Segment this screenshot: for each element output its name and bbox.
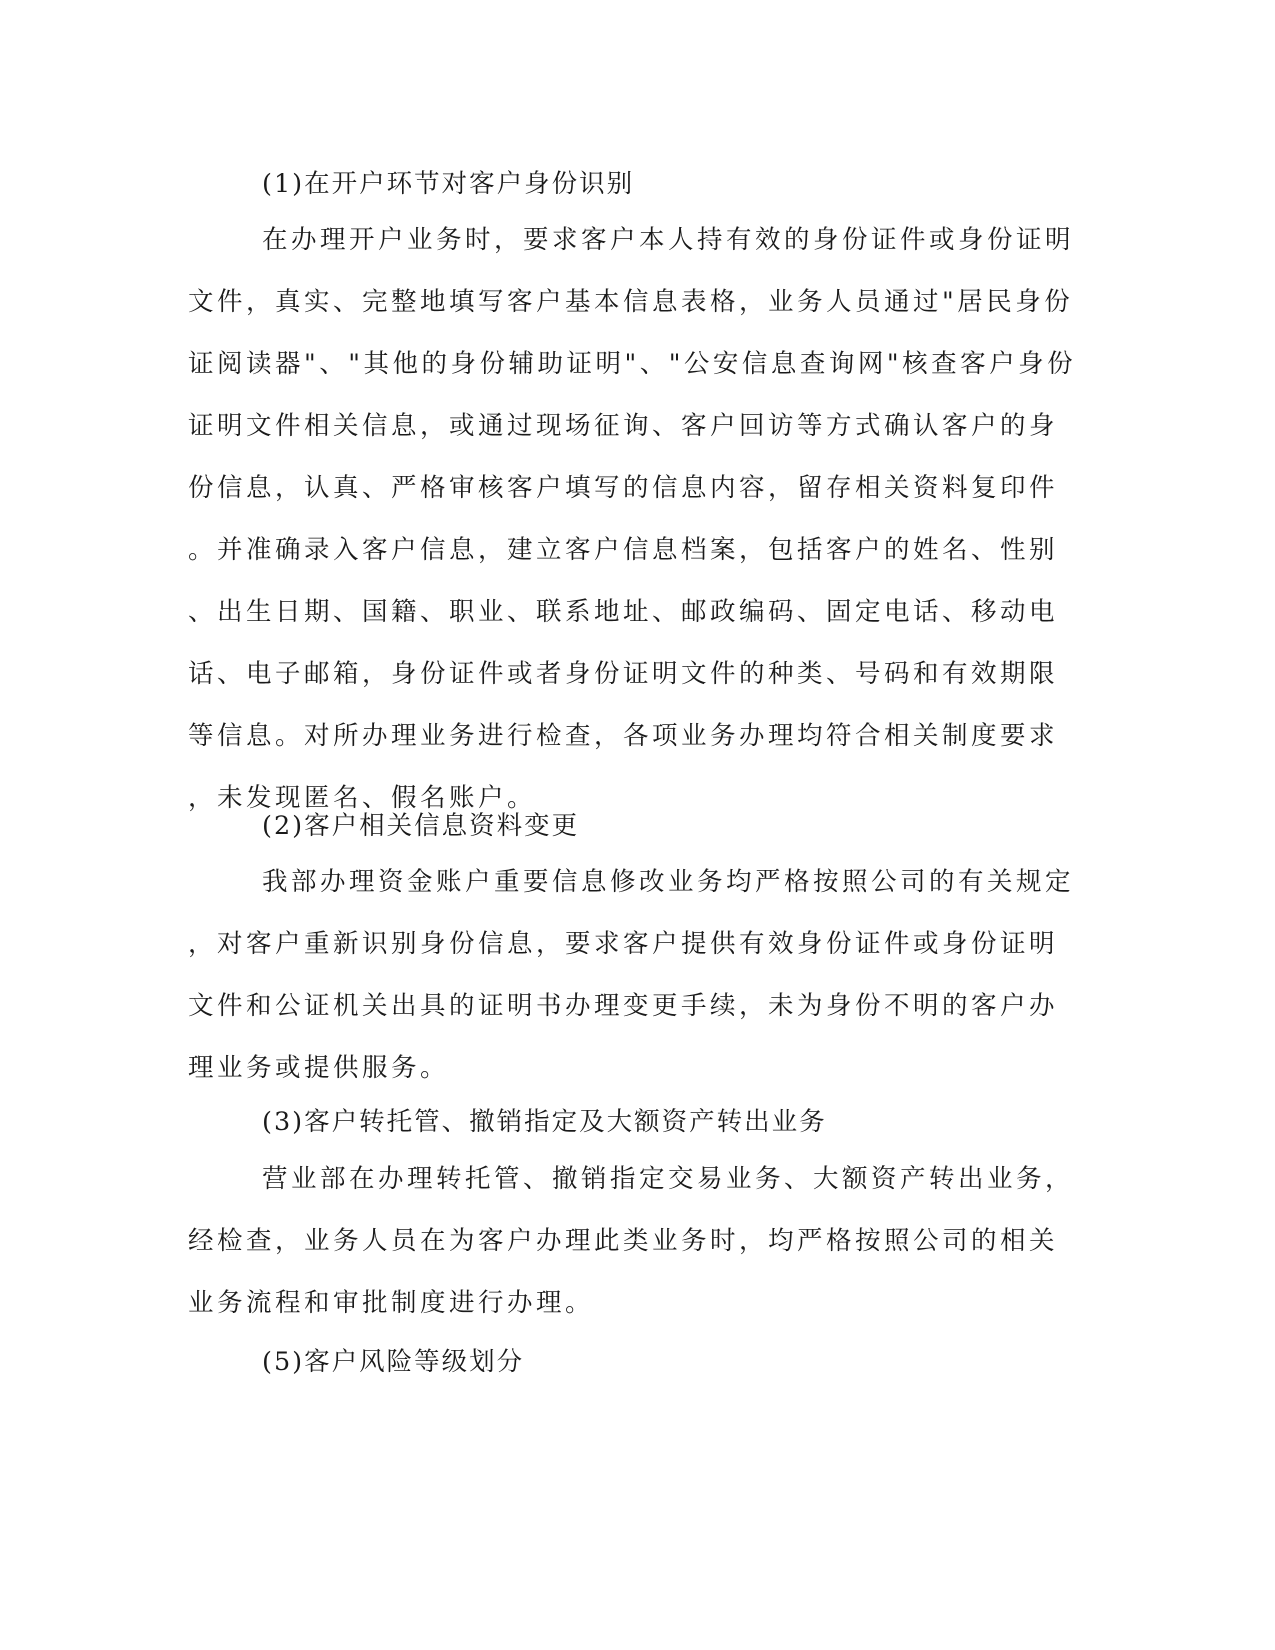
section-paragraph-3	[188, 1148, 1075, 1334]
paragraph-line: 在办理开户业务时，要求客户本人持有效的身份证件或身份证明	[262, 225, 1075, 255]
paragraph-line: 文件，真实、完整地填写客户基本信息表格，业务人员通过"居民身份	[188, 287, 1074, 317]
paragraph-line: 证阅读器"、"其他的身份辅助证明"、"公安信息查询网"核查客户身份	[188, 349, 1077, 379]
section-paragraph-1	[188, 209, 1077, 829]
section-heading-3: (3)客户转托管、撤销指定及大额资产转出业务	[262, 1107, 827, 1137]
paragraph-line: 文件和公证机关出具的证明书办理变更手续，未为身份不明的客户办	[188, 991, 1059, 1021]
paragraph-line: 业务流程和审批制度进行办理。	[188, 1288, 595, 1318]
paragraph-line: 。并准确录入客户信息，建立客户信息档案，包括客户的姓名、性别	[188, 535, 1059, 565]
paragraph-line: 营业部在办理转托管、撤销指定交易业务、大额资产转出业务，	[262, 1164, 1075, 1194]
paragraph-line: ，未发现匿名、假名账户。	[188, 783, 537, 813]
paragraph-line: 经检查，业务人员在为客户办理此类业务时，均严格按照公司的相关	[188, 1226, 1059, 1256]
paragraph-line: 我部办理资金账户重要信息修改业务均严格按照公司的有关规定	[262, 867, 1075, 897]
paragraph-line: 证明文件相关信息，或通过现场征询、客户回访等方式确认客户的身	[188, 411, 1059, 441]
paragraph-line: 、出生日期、国籍、职业、联系地址、邮政编码、固定电话、移动电	[188, 597, 1059, 627]
section-heading-1: (1)在开户环节对客户身份识别	[262, 169, 635, 199]
section-paragraph-2	[188, 851, 1075, 1099]
paragraph-line: ，对客户重新识别身份信息，要求客户提供有效身份证件或身份证明	[188, 929, 1059, 959]
paragraph-line: 等信息。对所办理业务进行检查，各项业务办理均符合相关制度要求	[188, 721, 1059, 751]
paragraph-line: 话、电子邮箱，身份证件或者身份证明文件的种类、号码和有效期限	[188, 659, 1059, 689]
section-heading-2: (2)客户相关信息资料变更	[262, 811, 580, 841]
paragraph-line: 份信息，认真、严格审核客户填写的信息内容，留存相关资料复印件	[188, 473, 1059, 503]
section-heading-5: (5)客户风险等级划分	[262, 1347, 525, 1377]
paragraph-line: 理业务或提供服务。	[188, 1053, 450, 1083]
